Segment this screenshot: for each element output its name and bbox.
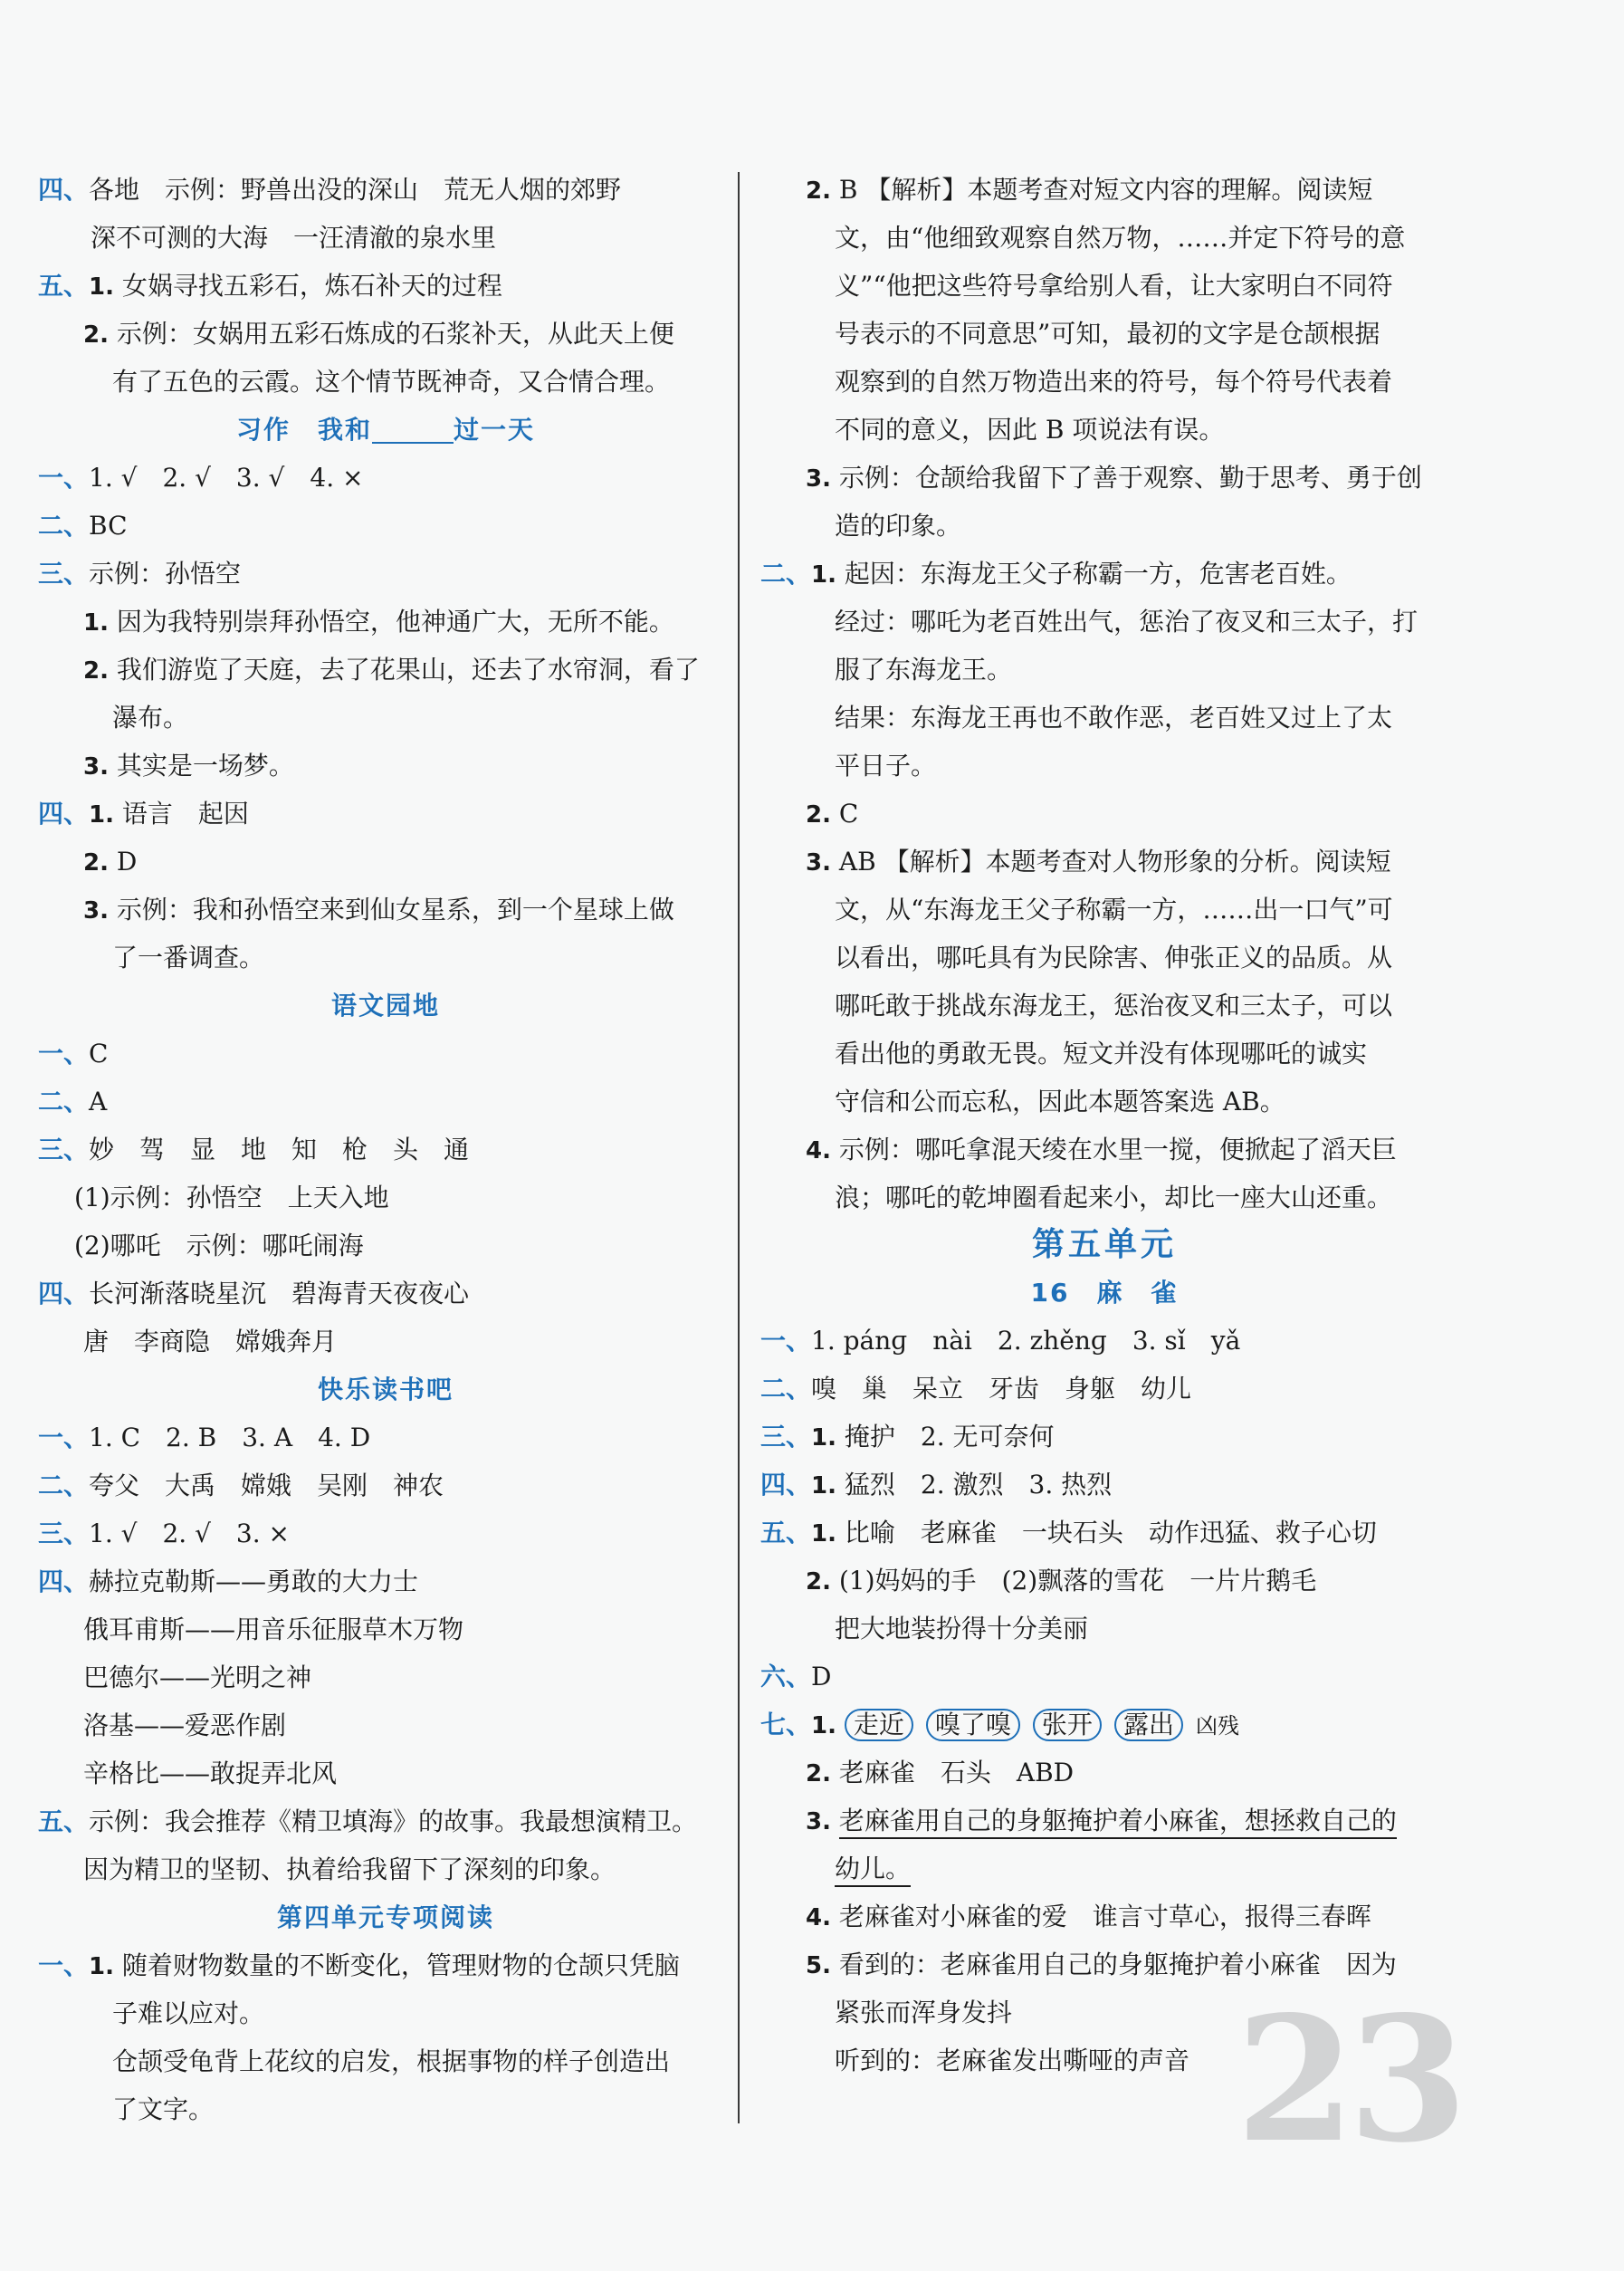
- answer-line: [835, 364, 1392, 400]
- item-number: 1.: [811, 1472, 836, 1500]
- answer-line: [83, 892, 674, 928]
- answer-line: [83, 604, 674, 640]
- section-mark: 一、: [760, 1326, 812, 1356]
- answer-text: 1. √ 2. √ 3. ×: [89, 1519, 291, 1548]
- answer-line: [38, 1084, 107, 1120]
- answer-text: (1)妈妈的手 (2)飘落的雪花 一片片鹅毛: [838, 1566, 1317, 1595]
- answer-text: 以看出，哪吒具有为民除害、伸张正义的品质。从: [835, 943, 1393, 973]
- answer-text: 示例：女娲用五彩石炼成的石浆补天，从此天上便: [116, 319, 674, 349]
- item-number: 1.: [89, 1953, 114, 1980]
- answer-line: [835, 1036, 1367, 1072]
- unit-title: 第五单元: [1031, 1225, 1177, 1263]
- answer-text: 平日子。: [835, 751, 937, 781]
- handwritten-word: 凶残: [1195, 1713, 1239, 1739]
- circled-word: 嗅了嗅: [926, 1709, 1020, 1741]
- answer-text: 经过：哪吒为老百姓出气，惩治了夜叉和三太子，打: [835, 607, 1419, 637]
- answer-line: [112, 700, 188, 736]
- answer-text: 示例：仓颉给我留下了善于观察、勤于思考、勇于创: [838, 463, 1422, 493]
- answer-line: [112, 2044, 670, 2080]
- answer-text: 起因：东海龙王父子称霸一方，危害老百姓。: [844, 559, 1352, 589]
- answer-line: [83, 844, 137, 880]
- answer-line: [806, 1899, 1371, 1935]
- answer-text: 洛基——爱恶作剧: [83, 1710, 287, 1740]
- item-number: 3.: [83, 897, 109, 925]
- section-mark: 四、: [38, 175, 90, 205]
- heading-part: 过一天: [454, 415, 536, 445]
- section-heading: [38, 412, 733, 448]
- answer-text: 示例：哪吒拿混天绫在水里一搅，便掀起了滔天巨: [838, 1135, 1397, 1164]
- answer-line: [38, 1804, 697, 1840]
- answer-line: [835, 604, 1418, 640]
- answer-line: [835, 412, 1224, 448]
- answer-line: [760, 1419, 1055, 1455]
- answer-text: 深不可测的大海 一汪清澈的泉水里: [91, 223, 497, 253]
- section-mark: 一、: [38, 1039, 90, 1068]
- item-number: 2.: [83, 321, 109, 349]
- answer-line: [38, 556, 241, 592]
- answer-text: BC: [89, 511, 128, 541]
- answer-line: [83, 1756, 337, 1792]
- answer-line: [835, 652, 1012, 688]
- answer-text: 妙 驾 显 地 知 枪 头 通: [89, 1135, 470, 1164]
- section-mark: 一、: [38, 463, 90, 493]
- answer-line: [74, 1228, 364, 1264]
- answer-line: [760, 1467, 1112, 1503]
- answer-line: [38, 1036, 108, 1072]
- answer-line: [83, 316, 674, 352]
- answer-line: [38, 1276, 469, 1312]
- item-number: 1.: [811, 561, 836, 589]
- answer-text: 仓颉受龟背上花纹的启发，根据事物的样子创造出: [112, 2046, 671, 2076]
- answer-line: [112, 940, 264, 976]
- answer-line: [83, 1660, 311, 1696]
- answer-line: [112, 2092, 214, 2128]
- section-heading: 快乐读书吧: [317, 1375, 454, 1404]
- q7-line: [760, 1707, 1239, 1743]
- page-number: 23: [1236, 1979, 1461, 2180]
- answer-line: [760, 1371, 1191, 1407]
- answer-line: [38, 1948, 680, 1984]
- item-number: 3.: [806, 465, 831, 493]
- answer-text: 比喻 老麻雀 一块石头 动作迅猛、救子心切: [844, 1518, 1377, 1548]
- answer-line: [38, 1132, 469, 1168]
- section-mark: 五、: [38, 1806, 90, 1836]
- item-number: 2.: [83, 657, 109, 685]
- answer-line: [83, 1324, 337, 1360]
- answer-text: (2)哪吒 示例：哪吒闹海: [74, 1231, 364, 1260]
- item-number: 1.: [811, 1712, 836, 1739]
- answer-line: [760, 1515, 1377, 1551]
- answer-line: [835, 1995, 1012, 2031]
- heading-part: 习作 我和: [235, 415, 372, 445]
- answer-text: 示例：孙悟空: [89, 559, 242, 589]
- item-number: 4.: [806, 1137, 831, 1164]
- answer-text: D: [811, 1662, 832, 1691]
- answer-text: 猛烈 2. 激烈 3. 热烈: [844, 1470, 1113, 1500]
- answer-text: 赫拉克勒斯——勇敢的大力士: [89, 1567, 419, 1596]
- answer-text: 义”“他把这些符号拿给别人看，让大家明白不同符: [835, 271, 1393, 301]
- item-number: 1.: [89, 273, 114, 301]
- answer-text: 各地 示例：野兽出没的深山 荒无人烟的郊野: [89, 175, 622, 205]
- item-number: 5.: [806, 1952, 831, 1979]
- answer-text: 掩护 2. 无可奈何: [844, 1422, 1055, 1452]
- answer-line: [835, 700, 1392, 736]
- answer-text: 看出他的勇敢无畏。短文并没有体现哪吒的诚实: [835, 1039, 1368, 1068]
- lesson-title: 16 麻 雀: [1030, 1278, 1179, 1308]
- answer-text: 1. √ 2. √ 3. √ 4. ×: [89, 463, 364, 493]
- item-number: 1.: [811, 1520, 836, 1548]
- answer-line: [806, 172, 1372, 208]
- answer-text: 了一番调查。: [112, 943, 265, 973]
- circled-word: 走近: [845, 1709, 913, 1741]
- answer-line: [83, 1708, 286, 1744]
- answer-line: [760, 556, 1352, 592]
- answer-text: 浪；哪吒的乾坤圈看起来小，却比一座大山还重。: [835, 1183, 1393, 1212]
- section-mark: 三、: [38, 1135, 90, 1164]
- answer-line: [38, 1420, 370, 1456]
- section-mark: 一、: [38, 1423, 90, 1452]
- section-heading: 语文园地: [330, 991, 440, 1021]
- answer-line: [835, 748, 936, 784]
- answer-text: 瀑布。: [112, 703, 189, 733]
- section-mark: 二、: [760, 1374, 812, 1404]
- section-mark: 二、: [760, 559, 812, 589]
- answer-text: AB 【解析】本题考查对人物形象的分析。阅读短: [838, 847, 1391, 877]
- answer-text: C: [89, 1039, 109, 1068]
- answer-text: 1. pánɡ nài 2. zhěnɡ 3. sǐ yǎ: [811, 1326, 1241, 1356]
- answer-line: [835, 508, 961, 544]
- answer-text: 我们游览了天庭，去了花果山，还去了水帘洞，看了: [116, 655, 700, 685]
- answer-text: 辛格比——敢捉弄北风: [83, 1758, 338, 1788]
- answer-line: [835, 1180, 1392, 1216]
- item-number: 3.: [806, 1808, 831, 1835]
- fill-blank: [372, 418, 454, 444]
- answer-line: [835, 316, 1380, 352]
- answer-text: 幼儿。: [835, 1854, 911, 1887]
- answer-line: [83, 1852, 616, 1888]
- section-mark: 五、: [38, 271, 90, 301]
- underlined-answer: 老麻雀用自己的身躯掩护着小麻雀，想拯救自己的: [839, 1806, 1397, 1839]
- answer-line: [760, 1323, 1240, 1359]
- answer-line: [806, 1755, 1074, 1791]
- section-mark: 四、: [760, 1470, 812, 1500]
- answer-text: 老麻雀 石头 ABD: [838, 1758, 1075, 1787]
- section-mark: 五、: [760, 1518, 812, 1548]
- answer-line: [835, 1611, 1088, 1647]
- item-number: 4.: [806, 1904, 831, 1931]
- answer-line: [38, 172, 621, 208]
- item-number: 2.: [806, 1760, 831, 1787]
- answer-line: [835, 892, 1393, 928]
- answer-line: [806, 1947, 1397, 1983]
- section-mark: 二、: [38, 1471, 90, 1500]
- answer-text: 文，从“东海龙王父子称霸一方，……出一口气”可: [835, 895, 1393, 925]
- answer-text: (1)示例：孙悟空 上天入地: [74, 1183, 389, 1212]
- item-number: 3.: [83, 753, 109, 781]
- answer-text: 观察到的自然万物造出来的符号，每个符号代表着: [835, 367, 1393, 397]
- answer-line: [835, 268, 1393, 304]
- answer-text: 子难以应对。: [112, 1998, 265, 2028]
- answer-text: 哪吒敢于挑战东海龙王，惩治夜叉和三太子，可以: [835, 991, 1393, 1021]
- answer-line: [835, 940, 1392, 976]
- section-mark: 七、: [760, 1710, 812, 1739]
- section-mark: 四、: [38, 1279, 90, 1308]
- answer-line: [83, 748, 294, 784]
- answer-line: [835, 220, 1405, 256]
- answer-line: [760, 1659, 831, 1695]
- section-mark: 二、: [38, 1087, 90, 1116]
- answer-text: B 【解析】本题考查对短文内容的理解。阅读短: [838, 175, 1373, 205]
- answer-line: [835, 1084, 1285, 1120]
- q7-3-line: [806, 1803, 1397, 1839]
- answer-text: 嗅 巢 呆立 牙齿 身躯 幼儿: [811, 1374, 1192, 1404]
- answer-text: 结果：东海龙王再也不敢作恶，老百姓又过上了太: [835, 703, 1393, 733]
- answer-line: [806, 1563, 1316, 1599]
- answer-text: 听到的：老麻雀发出嘶哑的声音: [835, 2046, 1190, 2075]
- answer-text: 因为精卫的坚韧、执着给我留下了深刻的印象。: [83, 1854, 616, 1884]
- item-number: 3.: [806, 849, 831, 877]
- answer-text: 巴德尔——光明之神: [83, 1663, 312, 1692]
- answer-text: 了文字。: [112, 2094, 215, 2124]
- answer-line: [835, 988, 1392, 1024]
- section-mark: 六、: [760, 1662, 812, 1691]
- answer-line: [38, 1468, 444, 1504]
- section-mark: 三、: [38, 559, 90, 589]
- item-number: 2.: [806, 1568, 831, 1595]
- section-mark: 四、: [38, 1567, 90, 1596]
- answer-line: [835, 2043, 1189, 2079]
- answer-text: 守信和公而忘私，因此本题答案选 AB。: [835, 1087, 1285, 1116]
- answer-text: 造的印象。: [835, 511, 962, 541]
- answer-text: 文，由“他细致观察自然万物，……并定下符号的意: [835, 223, 1406, 253]
- answer-text: 老麻雀对小麻雀的爱 谁言寸草心，报得三春晖: [838, 1902, 1371, 1931]
- item-number: 1.: [83, 609, 109, 637]
- answer-text: 夸父 大禹 嫦娥 吴刚 神农: [89, 1471, 444, 1500]
- section-mark: 三、: [38, 1519, 90, 1548]
- answer-text: 俄耳甫斯——用音乐征服草木万物: [83, 1615, 464, 1644]
- answer-text: D: [116, 847, 138, 877]
- answer-line: [38, 460, 363, 496]
- answer-text: 看到的：老麻雀用自己的身躯掩护着小麻雀 因为: [838, 1950, 1397, 1979]
- answer-text: 长河渐落晓星沉 碧海青天夜夜心: [89, 1279, 470, 1308]
- answer-text: C: [838, 799, 859, 829]
- answer-line: [83, 1612, 463, 1648]
- answer-line: [806, 844, 1391, 880]
- answer-line: [835, 1851, 911, 1887]
- item-number: 2.: [806, 801, 831, 829]
- answer-text: A: [89, 1087, 108, 1116]
- section-mark: 三、: [760, 1422, 812, 1452]
- column-divider: [738, 172, 740, 2123]
- answer-text: 紧张而浑身发抖: [835, 1998, 1013, 2027]
- answer-text: 示例：我会推荐《精卫填海》的故事。我最想演精卫。: [89, 1806, 698, 1836]
- item-number: 2.: [806, 177, 831, 205]
- item-number: 1.: [89, 801, 114, 829]
- answer-text: 因为我特别崇拜孙悟空，他神通广大，无所不能。: [116, 607, 674, 637]
- answer-line: [38, 268, 502, 304]
- answer-line: [74, 1180, 389, 1216]
- answer-text: 示例：我和孙悟空来到仙女星系，到一个星球上做: [116, 895, 674, 925]
- circled-word: 露出: [1114, 1709, 1183, 1741]
- answer-line: [83, 652, 700, 688]
- answer-line: [112, 364, 670, 400]
- answer-text: 女娲寻找五彩石，炼石补天的过程: [121, 271, 502, 301]
- answer-text: 语言 起因: [121, 799, 249, 829]
- section-heading: 第四单元专项阅读: [276, 1902, 494, 1932]
- answer-text: 随着财物数量的不断变化，管理财物的仓颉只凭脑: [121, 1950, 680, 1980]
- answer-line: [806, 1132, 1397, 1168]
- item-number: 2.: [83, 849, 109, 877]
- answer-line: [38, 1516, 290, 1552]
- answer-text: 1. C 2. B 3. A 4. D: [89, 1423, 371, 1452]
- answer-text: 其实是一场梦。: [116, 751, 294, 781]
- answer-text: 不同的意义，因此 B 项说法有误。: [835, 415, 1225, 445]
- section-mark: 一、: [38, 1950, 90, 1980]
- answer-line: [38, 796, 249, 832]
- answer-text: 有了五色的云霞。这个情节既神奇，又合情合理。: [112, 367, 671, 397]
- answer-line: [38, 1564, 418, 1600]
- answer-line: [806, 460, 1422, 496]
- answer-line: [38, 508, 128, 544]
- answer-line: [112, 1996, 264, 2032]
- section-mark: 四、: [38, 799, 90, 829]
- answer-line: [806, 796, 858, 832]
- section-mark: 二、: [38, 511, 90, 541]
- answer-text: 把大地装扮得十分美丽: [835, 1614, 1089, 1643]
- answer-text: 唐 李商隐 嫦娥奔月: [83, 1327, 338, 1356]
- answer-line: [91, 220, 496, 256]
- item-number: 1.: [811, 1424, 836, 1452]
- answer-text: 号表示的不同意思”可知，最初的文字是仓颉根据: [835, 319, 1380, 349]
- answer-text: 服了东海龙王。: [835, 655, 1013, 685]
- circled-word: 张开: [1033, 1709, 1102, 1741]
